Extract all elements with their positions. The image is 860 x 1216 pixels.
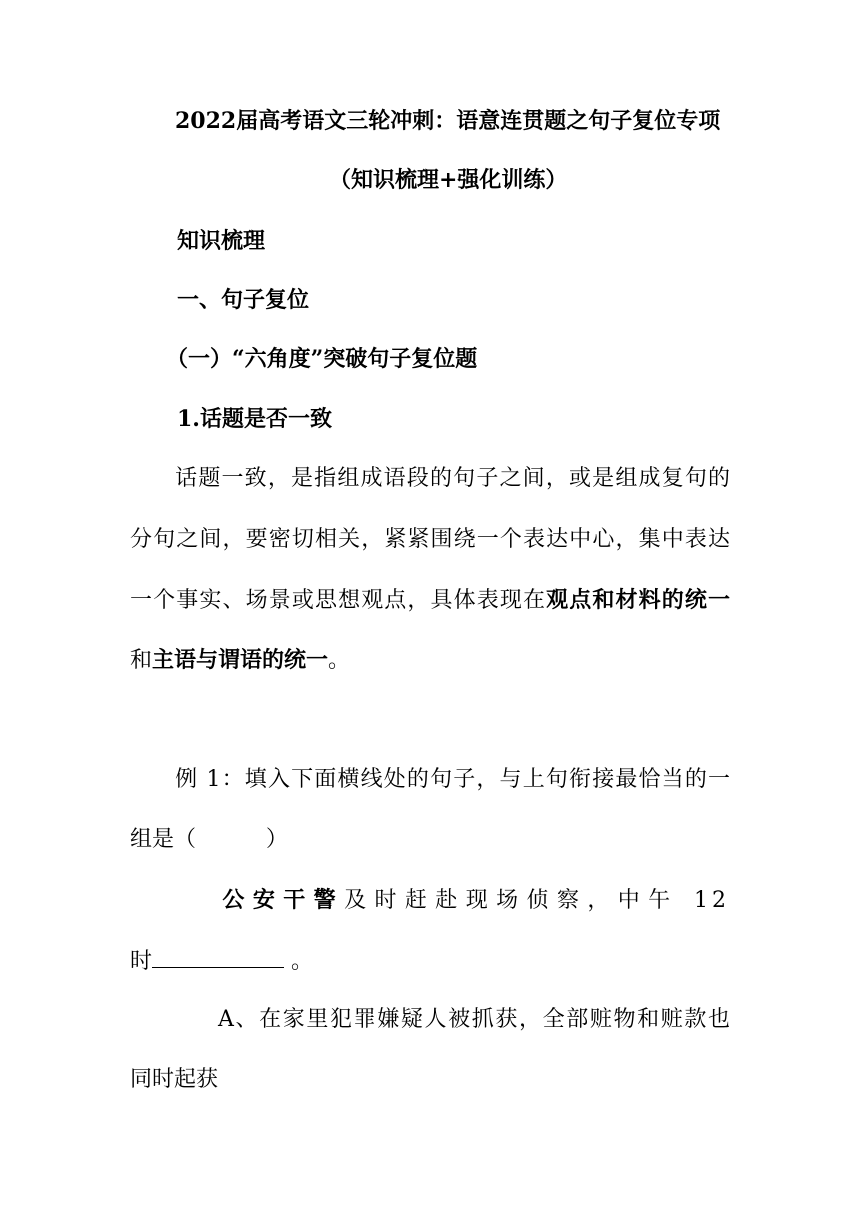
option-a-line-2: 同时起获 (130, 1067, 219, 1092)
paragraph-line-3-bold: 观点和材料的统一 (546, 587, 730, 613)
paragraph-line-4-plain-b: 。 (328, 648, 351, 673)
heading-knowledge: 知识梳理 (177, 228, 266, 254)
heading-section-one: 一、句子复位 (177, 287, 310, 313)
paragraph-line-4-bold: 主语与谓语的统一 (152, 647, 329, 673)
paragraph-line-3 (130, 585, 730, 616)
paragraph-line-4-plain-a: 和 (130, 648, 153, 673)
sentence-line-1-rest: 及时赶赴现场侦察，中午 12 (344, 888, 730, 913)
sentence-line-2-start: 时 (130, 949, 153, 974)
sentence-line-2-end: 。 (284, 949, 314, 974)
option-a-line-1 (130, 1005, 730, 1035)
paragraph-line-1-text: 话题一致，是指组成语段的句子之间，或是组成复句的 (174, 466, 730, 491)
document-title-line2: （知识梳理+强化训练） (329, 167, 568, 193)
paragraph-line-4 (130, 645, 730, 676)
sentence-line-1 (130, 885, 730, 916)
heading-subsection: （一）“六角度”突破句子复位题 (166, 346, 478, 372)
answer-blank[interactable] (152, 945, 284, 968)
example-line-1-text: 例 1：填入下面横线处的句子，与上句衔接最恰当的一 (174, 767, 730, 792)
example-line-1 (130, 765, 730, 795)
sentence-bold-subject: 公安干警 (218, 887, 345, 913)
paragraph-line-2: 分句之间，要密切相关，紧紧围绕一个表达中心，集中表达 (130, 527, 730, 552)
paragraph-line-3-plain: 一个事实、场景或思想观点，具体表现在 (130, 588, 547, 613)
document-title-line1: 2022届高考语文三轮冲刺：语意连贯题之句子复位专项 (175, 108, 721, 134)
option-a-line-1-text: A、在家里犯罪嫌疑人被抓获，全部赃物和赃款也 (218, 1007, 730, 1032)
example-line-2: 组是（ ） (130, 827, 288, 852)
heading-item-1: 1.话题是否一致 (177, 406, 332, 432)
sentence-line-2 (130, 945, 730, 977)
paragraph-line-1 (130, 464, 730, 494)
